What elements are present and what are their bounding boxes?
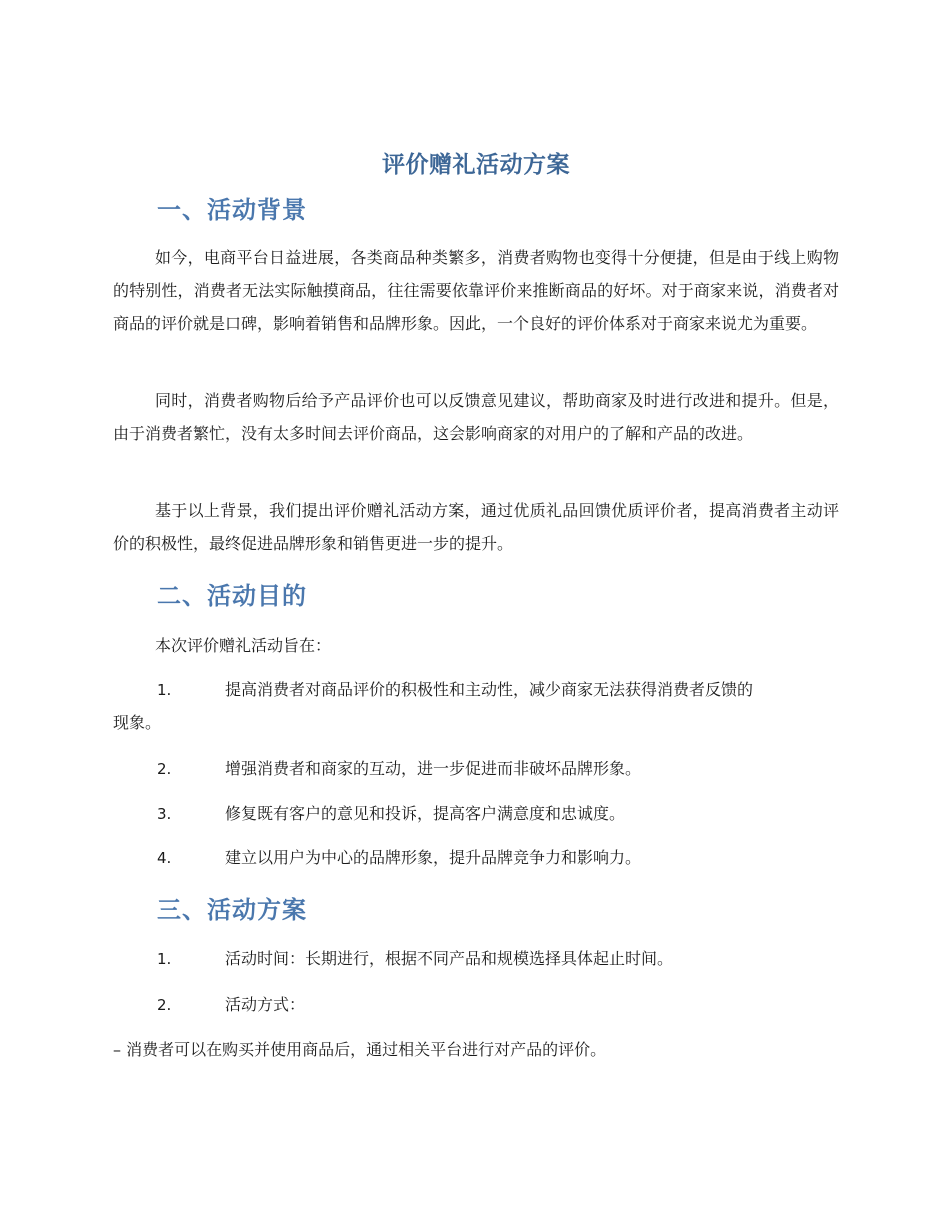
list-item	[113, 797, 839, 831]
paragraph-background-3: 基于以上背景，我们提出评价赠礼活动方案，通过优质礼品回馈优质评价者，提高消费者主动评价的积极性，最终促进品牌形象和销售更进一步的提升。	[113, 501, 839, 553]
list-item	[113, 942, 839, 976]
list-number: 3.	[157, 805, 172, 823]
document-title: 评价赠礼活动方案	[382, 152, 570, 178]
list-text: 活动时间：长期进行，根据不同产品和规模选择具体起止时间。	[225, 949, 674, 968]
dash-list-item: – 消费者可以在购买并使用商品后，通过相关平台进行对产品的评价。	[113, 1040, 607, 1059]
list-item	[113, 752, 839, 786]
paragraph-background-1: 如今，电商平台日益进展，各类商品种类繁多，消费者购物也变得十分便捷，但是由于线上购物的特别性，消费者无法实际触摸商品，往往需要依靠评价来推断商品的好坏。对于商家来说，消费者对商品的评价就是口碑，影响着销售和品牌形象。因此，一个良好的评价体系对于商家来说尤为重要。	[113, 248, 839, 333]
list-text: 活动方式：	[225, 995, 306, 1014]
list-text: 提高消费者对商品评价的积极性和主动性，减少商家无法获得消费者反馈的	[225, 680, 754, 699]
list-text: 修复既有客户的意见和投诉，提高客户满意度和忠诚度。	[225, 804, 626, 823]
section-heading-purpose: 二、活动目的	[157, 582, 307, 610]
list-number: 1.	[157, 681, 172, 699]
list-number: 1.	[157, 950, 172, 968]
list-text-continuation: 现象。	[113, 713, 162, 732]
list-number: 2.	[157, 760, 172, 778]
paragraph-background-2: 同时，消费者购物后给予产品评价也可以反馈意见建议，帮助商家及时进行改进和提升。但是，由于消费者繁忙，没有太多时间去评价商品，这会影响商家的对用户的了解和产品的改进。	[113, 391, 839, 443]
list-text: 建立以用户为中心的品牌形象，提升品牌竞争力和影响力。	[225, 848, 642, 867]
list-text: 增强消费者和商家的互动，进一步促进而非破坏品牌形象。	[225, 759, 642, 778]
list-item	[113, 988, 839, 1022]
list-item	[113, 841, 839, 875]
section-heading-background: 一、活动背景	[157, 196, 307, 224]
purpose-intro: 本次评价赠礼活动旨在：	[155, 636, 332, 655]
list-item	[113, 673, 839, 707]
section-heading-plan: 三、活动方案	[157, 896, 307, 924]
list-number: 4.	[157, 849, 172, 867]
list-number: 2.	[157, 996, 172, 1014]
list-item-continuation	[113, 706, 839, 739]
